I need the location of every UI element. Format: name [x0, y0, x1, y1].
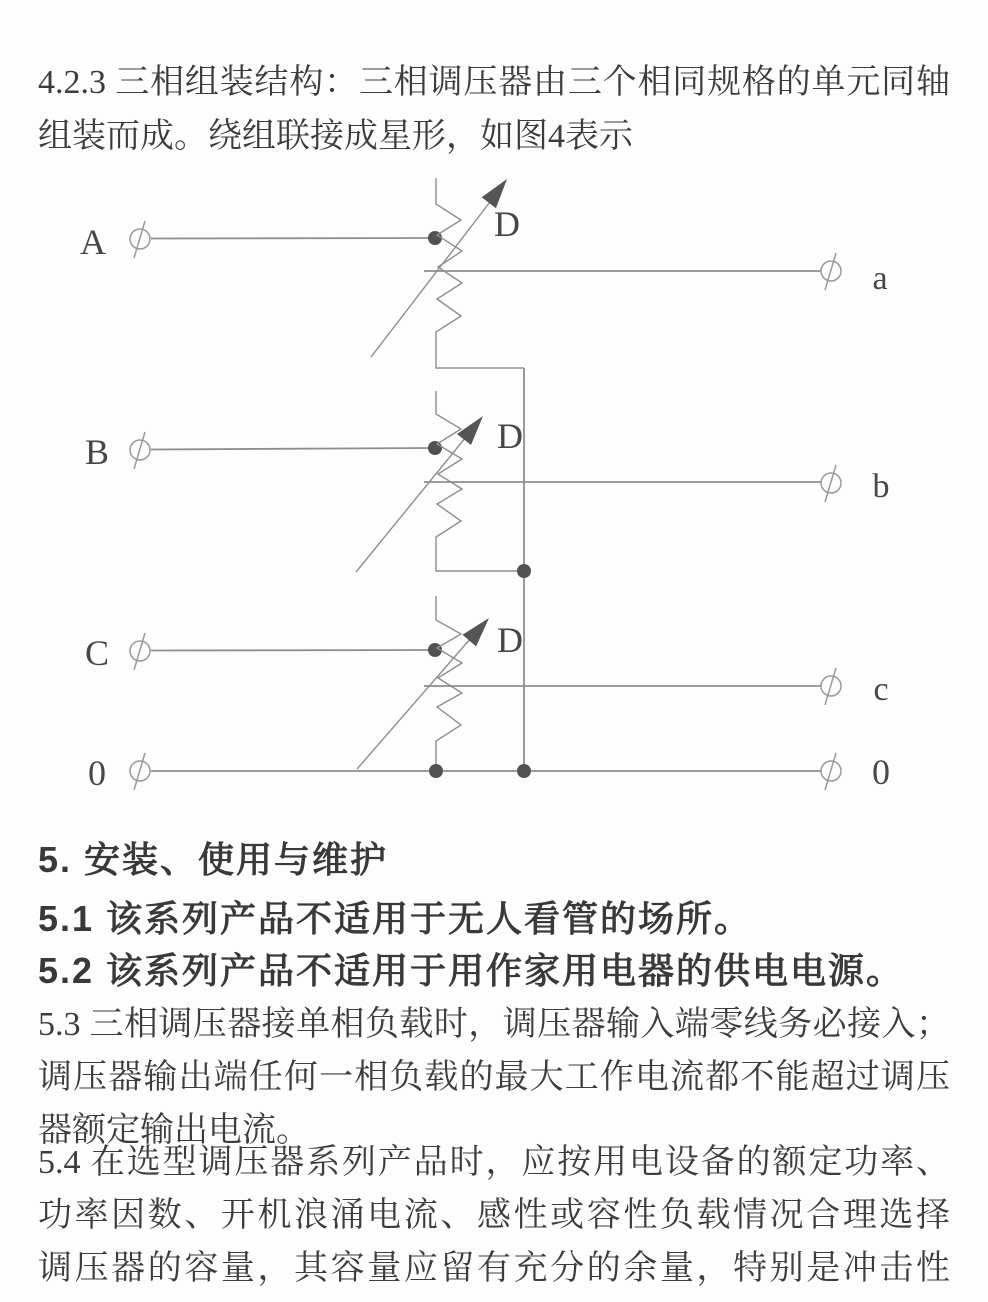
variac-unit-b	[85, 391, 890, 572]
paragraph-4-2-3-line-1: 4.2.3 三相组装结构：三相调压器由三个相同规格的单元同轴	[38, 64, 950, 101]
item-5-1-text: 5.1 该系列产品不适用于无人看管的场所。	[38, 898, 753, 939]
item-5-2-text: 5.2 该系列产品不适用于用作家用电器的供电电源。	[38, 950, 905, 991]
neutral-left-label: 0	[88, 753, 106, 793]
neutral-right-label: 0	[872, 752, 890, 792]
item-5-4-line-2: 功率因数、开机浪涌电流、感性或容性负载情况合理选择	[38, 1197, 950, 1234]
terminal-a-out-slash	[825, 253, 836, 290]
variac-unit-a	[80, 178, 888, 368]
terminal-c-out-slash	[825, 668, 836, 705]
wiper-d-label-c: D	[497, 620, 523, 660]
wiper-shaft-a	[371, 202, 490, 357]
input-wire-a	[151, 238, 435, 239]
item-5-4	[38, 1136, 950, 1295]
paragraph-4-2-3-line-2: 组装而成。绕组联接成星形，如图4表示	[38, 118, 633, 155]
item-5-3-line-1: 5.3 三相调压器接单相负载时，调压器输入端零线务必接入；	[38, 1006, 950, 1043]
terminal-b-slash	[134, 432, 145, 469]
item-5-3-line-3: 器额定输出电流。	[38, 1112, 310, 1149]
phase-b-label: B	[84, 432, 110, 472]
bus-junction-dot-b	[517, 564, 531, 578]
terminal-b-out-slash	[825, 465, 836, 502]
terminal-0-out-slash	[825, 753, 836, 790]
wiper-shaft-c	[357, 638, 471, 769]
terminal-0-slash	[134, 753, 145, 790]
item-5-3	[38, 998, 950, 1157]
neutral-junction-dot-bus	[517, 764, 531, 778]
terminal-a-slash	[134, 221, 145, 258]
wiper-d-label-b: D	[497, 416, 523, 456]
variac-unit-c	[85, 596, 889, 771]
section-5-heading-text: 5. 安装、使用与维护	[38, 839, 389, 880]
phase-a-label: A	[80, 222, 106, 262]
item-5-4-line-1: 5.4 在选型调压器系列产品时，应按用电设备的额定功率、	[38, 1144, 950, 1181]
winding-c	[436, 596, 462, 771]
output-b-label: b	[872, 468, 890, 505]
input-wire-b	[151, 448, 435, 450]
output-a-label: a	[872, 260, 888, 297]
item-5-1	[38, 897, 950, 941]
phase-c-label: C	[84, 633, 110, 673]
output-c-label: c	[873, 671, 889, 708]
item-5-3-line-2: 调压器输出端任何一相负载的最大工作电流都不能超过调压	[38, 1059, 950, 1096]
tap-dot-b	[428, 441, 442, 455]
wiper-arrowhead-b-icon	[457, 416, 483, 445]
wiper-d-label-a: D	[494, 204, 520, 244]
wiper-shaft-b	[356, 437, 466, 572]
item-5-4-line-3: 调压器的容量，其容量应留有充分的余量，特别是冲击性	[38, 1250, 950, 1287]
neutral-line	[88, 368, 890, 793]
input-wire-c	[151, 650, 435, 651]
neutral-junction-dot-c	[429, 764, 443, 778]
item-5-2	[38, 949, 950, 993]
section-5-heading	[38, 838, 950, 882]
terminal-c-slash	[134, 633, 145, 670]
